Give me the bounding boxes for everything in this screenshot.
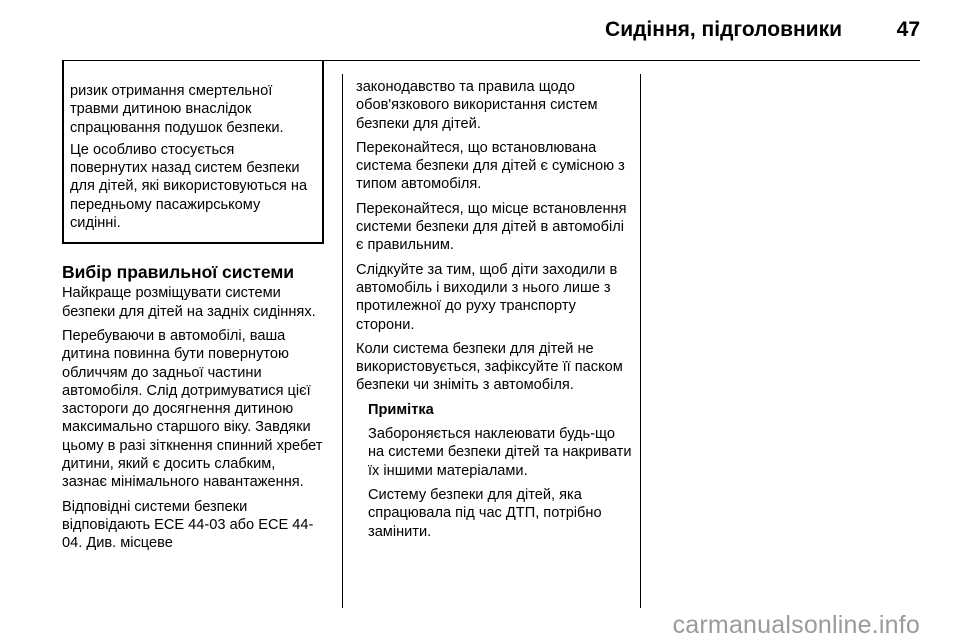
column-divider [342,74,343,608]
warning-paragraph: ризик отримання смертельної травми дитиною внаслідок спрацювання подушок безпеки. [70,83,284,136]
body-paragraph: Переконайтеся, що встановлювана система безпеки для дітей є сумісною з типом автомобіля. [356,139,625,193]
warning-box [62,74,324,244]
header-divider [62,60,920,61]
body-paragraph: Слідкуйте за тим, щоб діти заходили в автомобіль і виходили з нього лише з протилежної до руху транспорту сторони. [356,261,618,333]
page-title: Сидіння, підголовники [605,18,842,41]
page-number: 47 [896,18,920,41]
middle-column [356,78,632,547]
note-block [356,401,632,541]
body-paragraph: Коли система безпеки для дітей не використовується, зафіксуйте її паском безпеки чи зніміть з автомобіля. [356,340,623,394]
body-paragraph: Відповідні системи безпеки відповідають ECE 44-03 або ECE 44-04. Див. місцеве [62,498,314,552]
body-paragraph: Переконайтеся, що місце встановлення системи безпеки для дітей в автомобілі є правильним. [356,200,627,254]
body-paragraph: законодавство та правила щодо обов'язкового використання систем безпеки для дітей. [356,79,598,132]
body-paragraph: Найкраще розміщувати системи безпеки для дітей на задніх сидіннях. [62,285,316,320]
note-paragraph: Забороняється наклеювати будь-що на системи безпеки дітей та накривати їх іншими матеріалами. [368,426,632,479]
note-heading: Примітка [368,401,434,418]
left-column [62,74,324,559]
note-paragraph: Систему безпеки для дітей, яка спрацювала під час ДТП, потрібно замінити. [368,486,602,540]
section-heading: Вибір правильної системи [62,262,295,283]
warning-paragraph: Це особливо стосується повернутих назад систем безпеки для дітей, які використовуються на передньому пасажирському сидінні. [70,141,308,232]
column-divider [640,74,641,608]
body-paragraph: Перебуваючи в автомобілі, ваша дитина повинна бути повернутою обличчям до задньої частини автомобіля. Слід дотримуватися цієї застороги до досягнення дитиною максимально старшого віку. Завдяки цьому в разі зіткнення спинний хребет дитини, який є досить слабким, зазнає мінімального навантаження. [62,327,323,491]
watermark: carmanualsonline.info [672,611,920,639]
